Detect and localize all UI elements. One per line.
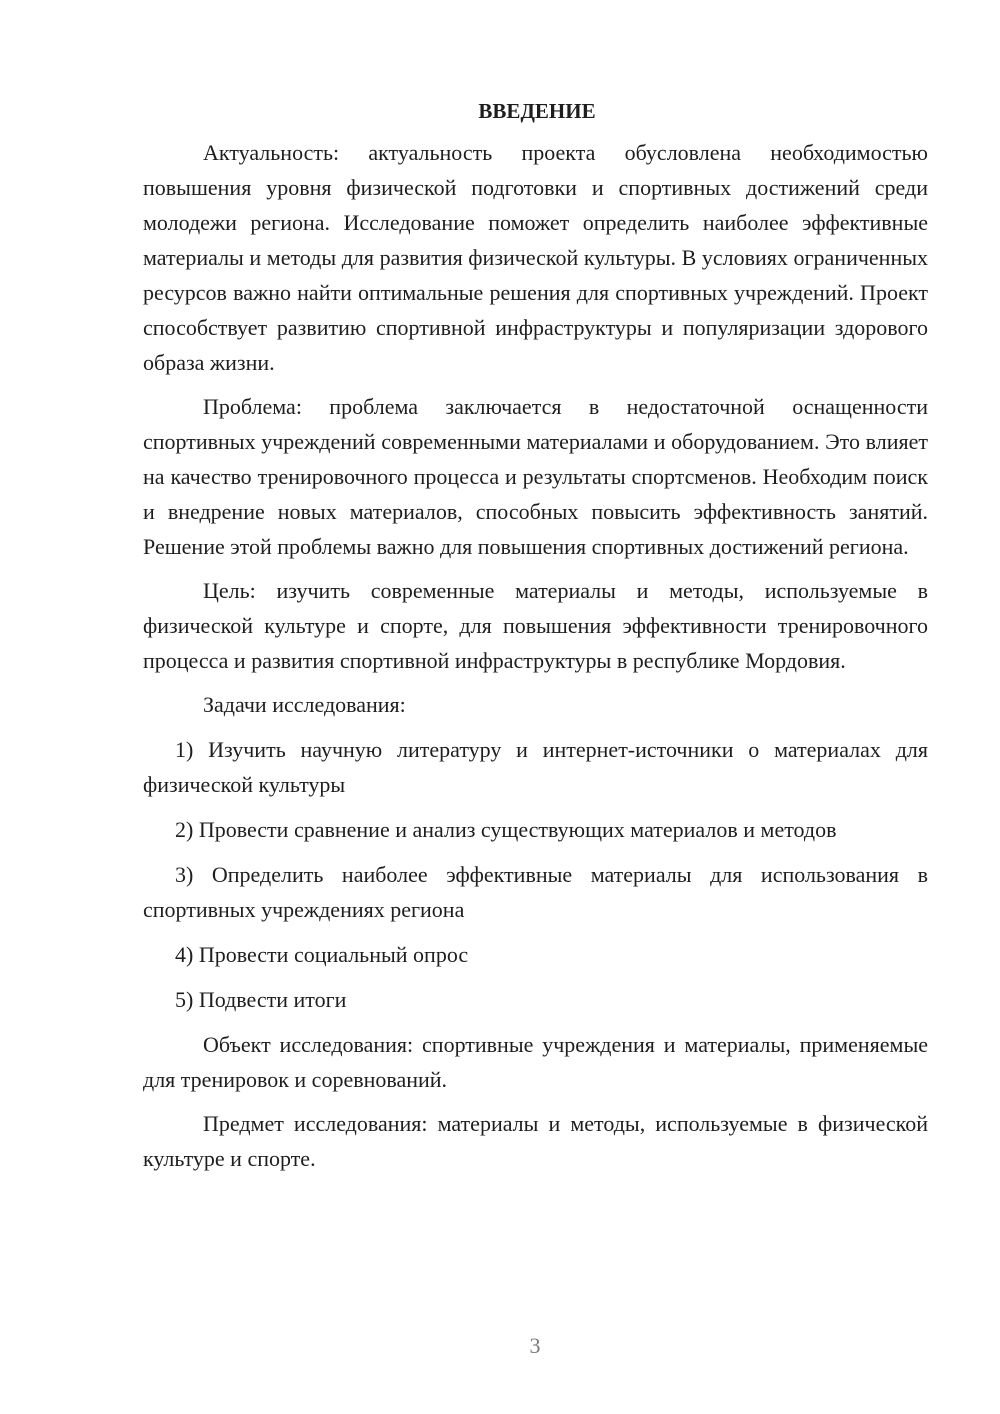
document-body — [143, 96, 928, 1185]
relevance-paragraph: Актуальность: актуальность проекта обусловлена необходимостью повышения уровня физической подготовки и спортивных достижений среди молодежи региона. Исследование поможет определить наиболее эффективные материалы и методы для развития физической культуры. В условиях ограниченных ресурсов важно найти оптимальные решения для спортивных учреждений. Проект способствует развитию спортивной инфраструктуры и популяризации здорового образа жизни. — [143, 140, 928, 375]
task-item-1: 1) Изучить научную литературу и интернет-источники о материалах для физической культуры — [143, 737, 928, 797]
task-item-5: 5) Подвести итоги — [175, 987, 347, 1012]
goal-paragraph: Цель: изучить современные материалы и методы, используемые в физической культуре и спорте, для повышения эффективности тренировочного процесса и развития спортивной инфраструктуры в республике Мордовия. — [143, 578, 928, 673]
research-subject-paragraph: Предмет исследования: материалы и методы, используемые в физической культуре и спорте. — [143, 1111, 928, 1171]
research-object-paragraph: Объект исследования: спортивные учреждения и материалы, применяемые для тренировок и соревнований. — [143, 1032, 928, 1092]
task-item-4: 4) Провести социальный опрос — [175, 942, 469, 967]
task-item-2: 2) Провести сравнение и анализ существующих материалов и методов — [175, 817, 837, 842]
problem-paragraph: Проблема: проблема заключается в недостаточной оснащенности спортивных учреждений современными материалами и оборудованием. Это влияет на качество тренировочного процесса и результаты спортсменов. Необходим поиск и внедрение новых материалов, способных повысить эффективность занятий. Решение этой проблемы важно для повышения спортивных достижений региона. — [143, 394, 928, 559]
tasks-heading: Задачи исследования: — [203, 692, 406, 717]
task-item-3: 3) Определить наиболее эффективные материалы для использования в спортивных учреждениях региона — [143, 862, 928, 922]
page-number: 3 — [529, 1333, 541, 1358]
section-title: ВВЕДЕНИЕ — [478, 99, 596, 123]
